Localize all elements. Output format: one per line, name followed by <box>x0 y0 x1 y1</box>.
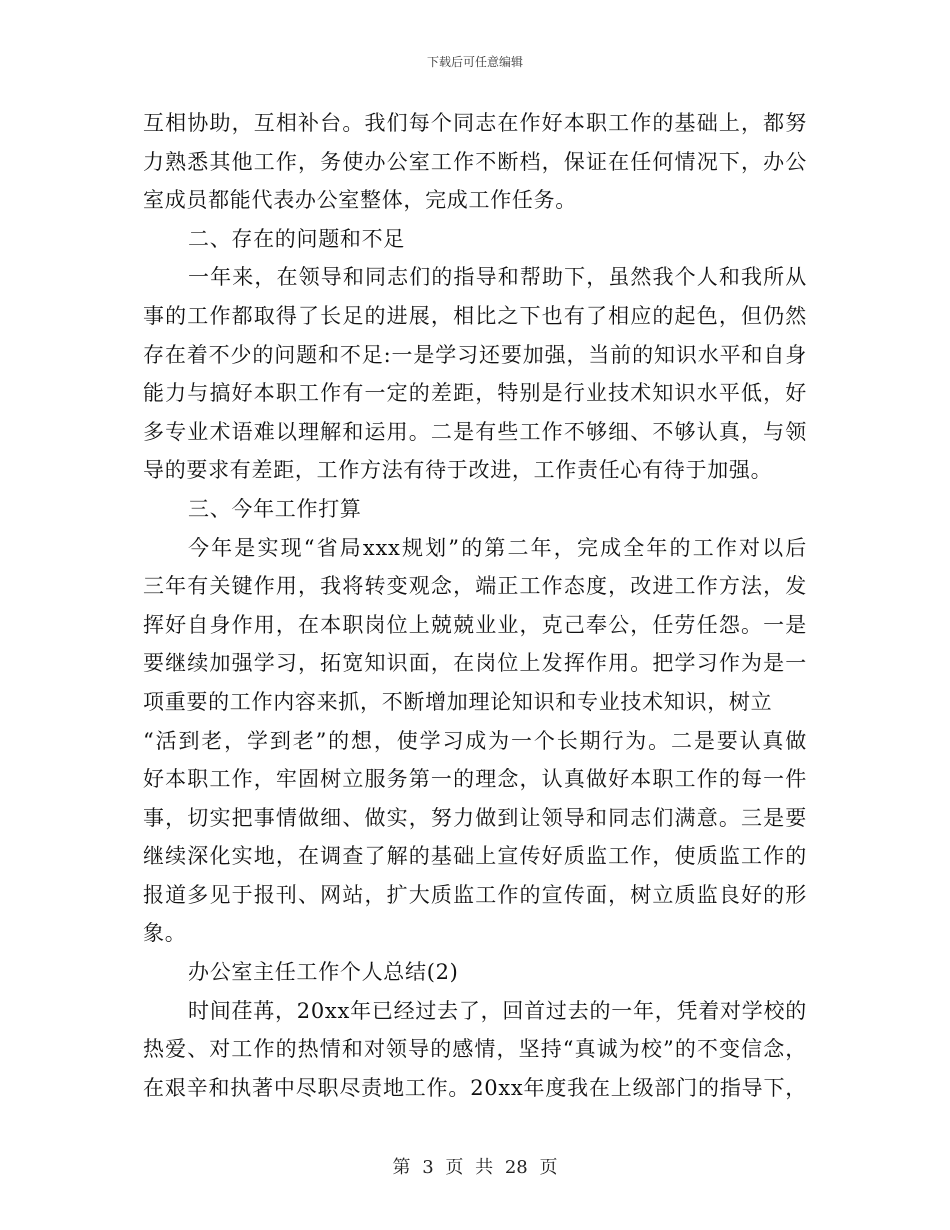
body-line: 室成员都能代表办公室整体，完成工作任务。 <box>143 188 577 213</box>
body-line: 今年是实现“省局xxx规划”的第二年，完成全年的工作对以后 <box>188 535 807 560</box>
body-line: 项重要的工作内容来抓，不断增加理论知识和专业技术知识，树立 <box>143 689 773 714</box>
body-line: 事的工作都取得了长足的进展，相比之下也有了相应的起色，但仍然 <box>143 303 807 328</box>
section-heading: 二、存在的问题和不足 <box>188 226 405 251</box>
body-line: 挥好自身作用，在本职岗位上兢兢业业，克己奉公，任劳任怨。一是 <box>143 612 807 637</box>
body-line: 在艰辛和执著中尽职尽责地工作。20xx年度我在上级部门的指导下， <box>143 1075 807 1100</box>
section-heading: 三、今年工作打算 <box>188 496 362 521</box>
body-line: 存在着不少的问题和不足:一是学习还要加强，当前的知识水平和自身 <box>143 342 807 367</box>
body-line: 力熟悉其他工作，务使办公室工作不断档，保证在任何情况下，办公 <box>143 149 807 174</box>
body-line: 互相协助，互相补台。我们每个同志在作好本职工作的基础上，都努 <box>143 111 807 135</box>
body-line: 导的要求有差距，工作方法有待于改进，工作责任心有待于加强。 <box>143 458 773 483</box>
body-line: 象。 <box>143 921 187 946</box>
body-line: 热爱、对工作的热情和对领导的感情，坚持“真诚为校”的不变信念， <box>143 1037 807 1062</box>
body-line: 继续深化实地，在调查了解的基础上宣传好质监工作，使质监工作的 <box>143 844 807 869</box>
body-line: 报道多见于报刊、网站，扩大质监工作的宣传面，树立质监良好的形 <box>143 882 807 907</box>
document-subtitle: 办公室主任工作个人总结(2) <box>188 960 459 985</box>
page-number-footer: 第 3 页 共 28 页 <box>392 1157 558 1178</box>
document-body <box>143 104 807 1107</box>
page-header-note: 下载后可任意编辑 <box>426 55 523 69</box>
body-line: 多专业术语难以理解和运用。二是有些工作不够细、不够认真，与领 <box>143 419 807 444</box>
body-line: 一年来，在领导和同志们的指导和帮助下，虽然我个人和我所从 <box>188 265 807 290</box>
body-line: 时间荏苒，20xx年已经过去了，回首过去的一年，凭着对学校的 <box>188 998 807 1023</box>
body-line: 要继续加强学习，拓宽知识面，在岗位上发挥作用。把学习作为是一 <box>143 651 807 676</box>
body-line: “活到老，学到老”的想，使学习成为一个长期行为。二是要认真做 <box>143 728 807 753</box>
body-line: 能力与搞好本职工作有一定的差距，特别是行业技术知识水平低，好 <box>143 381 807 406</box>
body-line: 事，切实把事情做细、做实，努力做到让领导和同志们满意。三是要 <box>143 805 807 830</box>
body-line: 好本职工作，牢固树立服务第一的理念，认真做好本职工作的每一件 <box>143 767 807 792</box>
body-line: 三年有关键作用，我将转变观念，端正工作态度，改进工作方法，发 <box>143 574 807 599</box>
